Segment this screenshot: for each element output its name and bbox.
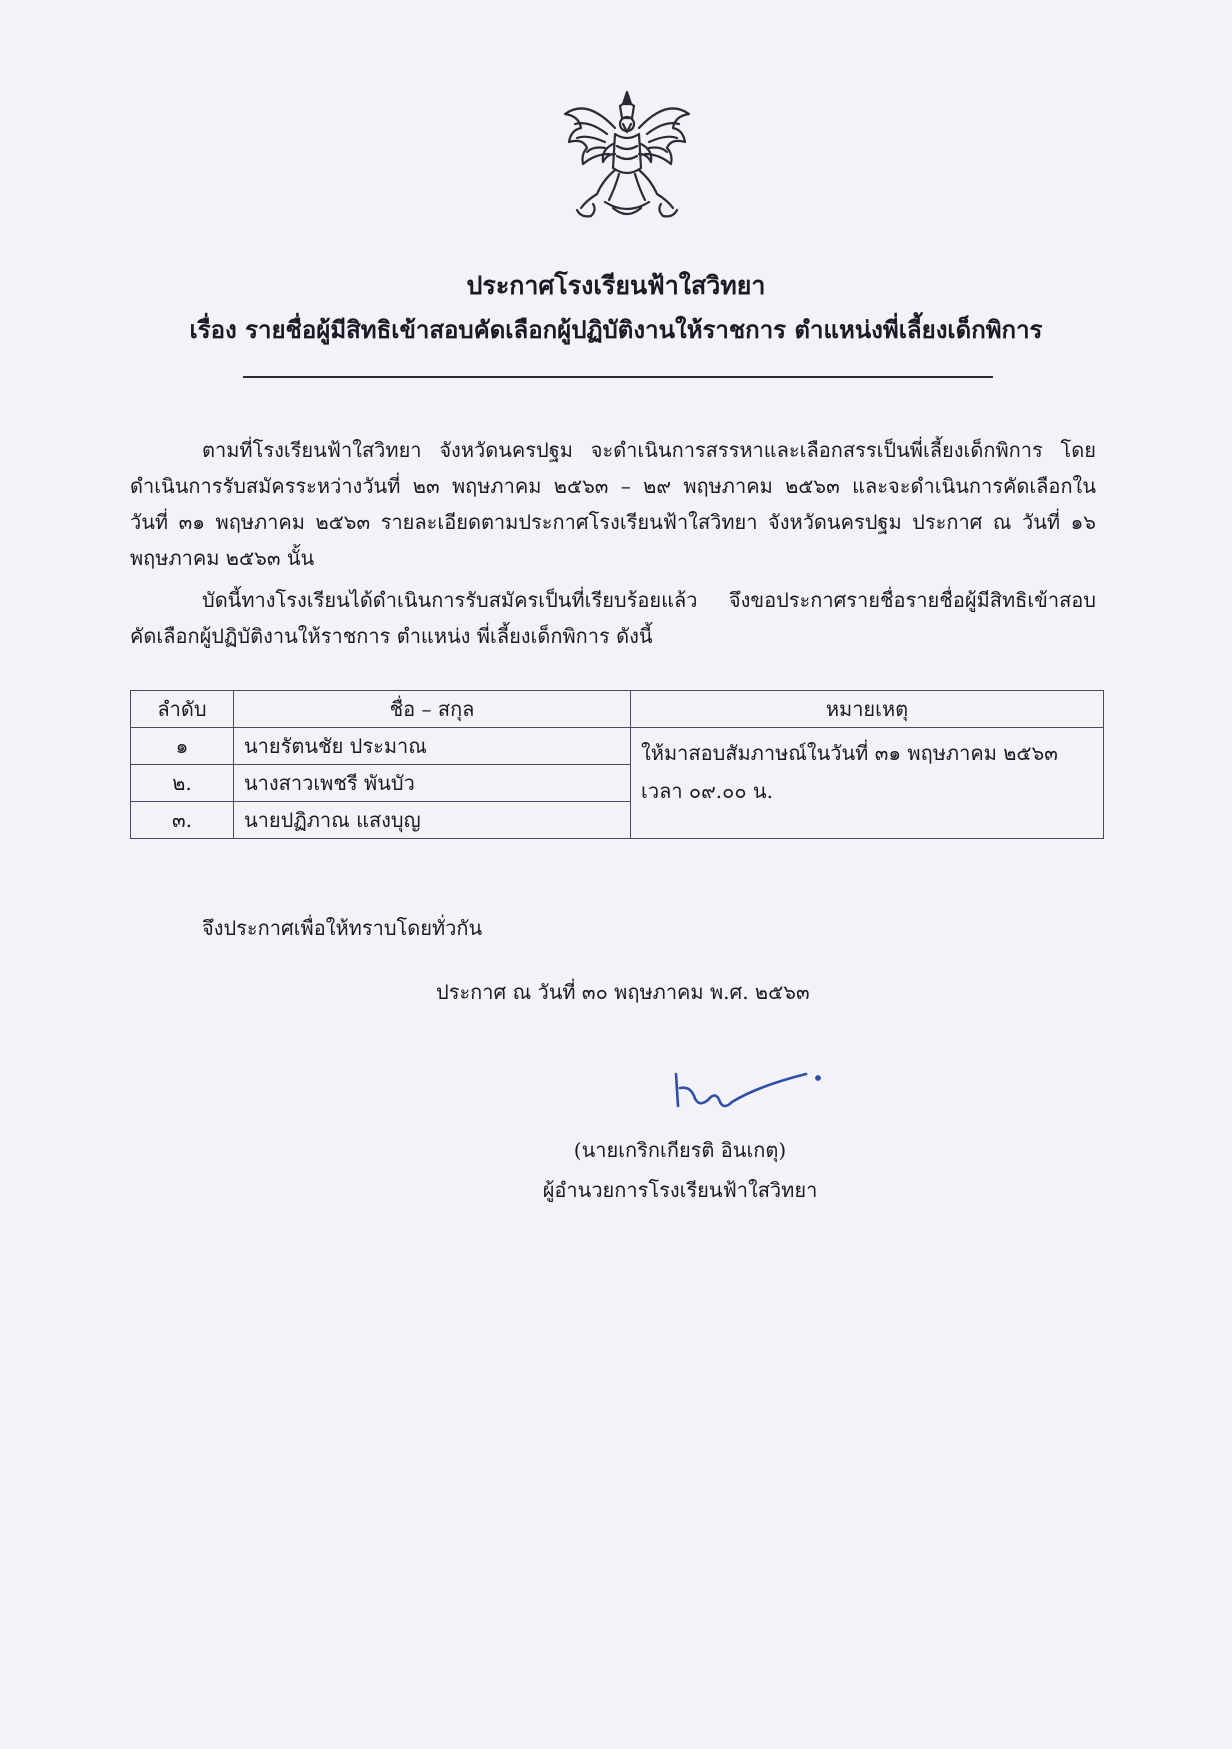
row-name: นายรัตนชัย ประมาณ: [234, 728, 631, 765]
paragraph-1-line: พฤษภาคม ๒๕๖๓ นั้น: [130, 546, 315, 570]
signer-position: ผู้อำนวยการโรงเรียนฟ้าใสวิทยา: [542, 1178, 818, 1202]
signature-icon: [668, 1060, 828, 1120]
paragraph-1-line: ดำเนินการรับสมัครระหว่างวันที่ ๒๓ พฤษภาคม ๒๕๖๓ – ๒๙ พฤษภาคม ๒๕๖๓ และจะดำเนินการคัดเลือกใน: [130, 474, 1096, 498]
candidate-table: [130, 690, 1104, 839]
announcement-date: ประกาศ ณ วันที่ ๓๐ พฤษภาคม พ.ศ. ๒๕๖๓: [436, 980, 810, 1004]
garuda-emblem-icon: [557, 88, 697, 228]
row-number: ๒.: [131, 765, 234, 802]
header-name: ชื่อ – สกุล: [234, 691, 631, 728]
announcement-title: ประกาศโรงเรียนฟ้าใสวิทยา: [466, 271, 766, 300]
table-row: [131, 728, 1104, 765]
paragraph-2: [130, 582, 1096, 654]
header-number: ลำดับ: [131, 691, 234, 728]
paragraph-2-line: บัดนี้ทางโรงเรียนได้ดำเนินการรับสมัครเป็นที่เรียบร้อยแล้ว จึงขอประกาศรายชื่อรายชื่อผู้มีสิทธิเข้าสอบ: [202, 588, 1096, 612]
announcement-subject: เรื่อง รายชื่อผู้มีสิทธิเข้าสอบคัดเลือกผู้ปฏิบัติงานให้ราชการ ตำแหน่งพี่เลี้ยงเด็กพิการ: [189, 315, 1043, 344]
closing-statement: จึงประกาศเพื่อให้ทราบโดยทั่วกัน: [202, 916, 483, 940]
paragraph-1: [130, 432, 1096, 576]
paragraph-2-line: คัดเลือกผู้ปฏิบัติงานให้ราชการ ตำแหน่ง พี่เลี้ยงเด็กพิการ ดังนี้: [130, 624, 653, 648]
signer-name: (นายเกริกเกียรติ อินเกตุ): [573, 1138, 787, 1162]
row-name: นายปฏิภาณ แสงบุญ: [234, 802, 631, 839]
header-note: หมายเหตุ: [631, 691, 1104, 728]
table-header-row: [131, 691, 1104, 728]
row-number: ๑: [131, 728, 234, 765]
row-number: ๓.: [131, 802, 234, 839]
note-line: เวลา ๐๙.๐๐ น.: [641, 779, 773, 803]
title-divider: [243, 376, 993, 378]
paragraph-1-line: ตามที่โรงเรียนฟ้าใสวิทยา จังหวัดนครปฐม จะดำเนินการสรรหาและเลือกสรรเป็นพี่เลี้ยงเด็กพิการ โดย: [202, 438, 1096, 462]
row-name: นางสาวเพชรี พันบัว: [234, 765, 631, 802]
note-cell: [631, 728, 1104, 839]
note-line: ให้มาสอบสัมภาษณ์ในวันที่ ๓๑ พฤษภาคม ๒๕๖๓: [641, 741, 1058, 765]
paragraph-1-line: วันที่ ๓๑ พฤษภาคม ๒๕๖๓ รายละเอียดตามประกาศโรงเรียนฟ้าใสวิทยา จังหวัดนครปฐม ประกาศ ณ วันที่ ๑๖: [130, 510, 1096, 534]
